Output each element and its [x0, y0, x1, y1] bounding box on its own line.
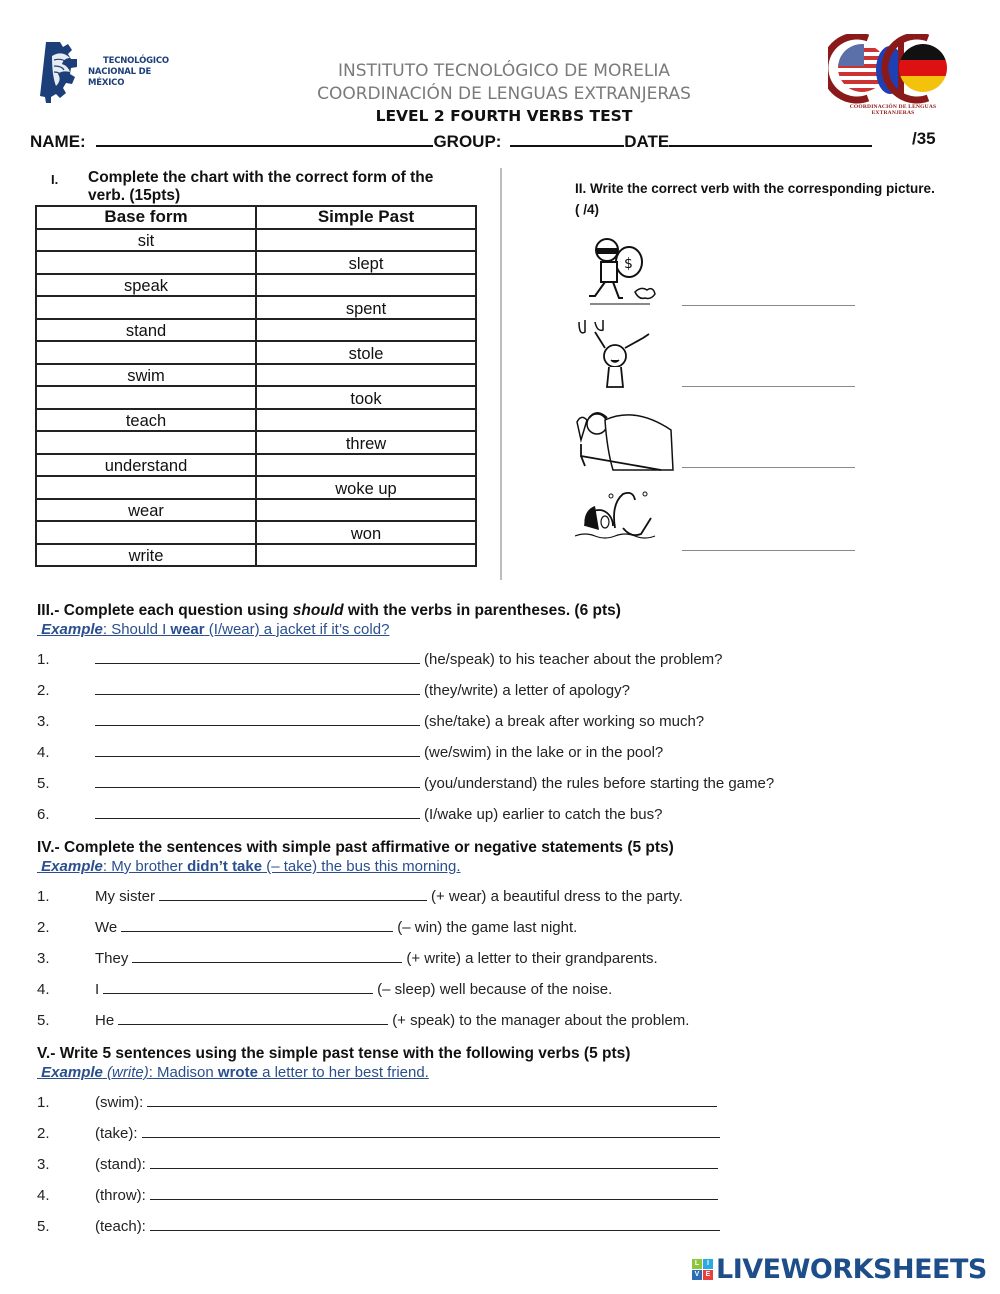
answer-blank[interactable]: [150, 1154, 718, 1169]
column-divider: [500, 168, 502, 580]
group-label: GROUP:: [433, 132, 502, 151]
sentence-item: 3. They (+ write) a letter to their grandparents.: [37, 950, 658, 967]
header-simple-past: Simple Past: [256, 206, 476, 229]
base-form-cell[interactable]: wear: [36, 499, 256, 522]
table-row: [36, 229, 476, 252]
simple-past-cell[interactable]: won: [256, 521, 476, 544]
simple-past-cell[interactable]: woke up: [256, 476, 476, 499]
simple-past-cell[interactable]: spent: [256, 296, 476, 319]
base-form-cell[interactable]: [36, 476, 256, 499]
answer-blank[interactable]: [103, 979, 373, 994]
base-form-cell[interactable]: [36, 341, 256, 364]
table-row: [36, 544, 476, 567]
section2-title: II. Write the correct verb with the corresponding picture. ( /4): [575, 181, 935, 217]
answer-blank[interactable]: [95, 711, 420, 726]
answer-blank[interactable]: [95, 804, 420, 819]
total-score: /35: [912, 129, 936, 148]
section3-example: Example: Should I wear (I/wear) a jacket if it’s cold?: [41, 621, 390, 638]
base-form-cell[interactable]: [36, 521, 256, 544]
section4-title: IV.- Complete the sentences with simple past affirmative or negative statements (5 pts): [37, 839, 674, 856]
sentence-item: 4. (throw):: [37, 1185, 722, 1204]
liveworksheets-logo: [692, 1254, 987, 1284]
answer-blank[interactable]: [95, 742, 420, 757]
section4-example: Example: My brother didn’t take (– take) the bus this morning.: [41, 858, 461, 875]
table-row: [36, 364, 476, 387]
section5-example: Example (write): Madison wrote a letter to her best friend.: [41, 1064, 429, 1081]
name-label: NAME:: [30, 132, 86, 151]
simple-past-cell[interactable]: took: [256, 386, 476, 409]
simple-past-cell[interactable]: threw: [256, 431, 476, 454]
date-label: DATE: [624, 132, 670, 151]
sentence-item: 2. We (– win) the game last night.: [37, 919, 578, 936]
answer-blank[interactable]: [95, 680, 420, 695]
answer-blank[interactable]: [95, 649, 420, 664]
table-row: [36, 521, 476, 544]
coordination-name: COORDINACIÓN DE LENGUAS EXTRANJERAS: [317, 84, 691, 104]
simple-past-cell[interactable]: [256, 409, 476, 432]
live-blocks-icon: L I V E: [692, 1259, 713, 1280]
person-swimming-icon: [575, 482, 675, 558]
question-item: 4. (we/swim) in the lake or in the pool?: [37, 744, 664, 761]
base-form-cell[interactable]: [36, 296, 256, 319]
institute-name: INSTITUTO TECNOLÓGICO DE MORELIA: [337, 61, 671, 81]
base-form-cell[interactable]: sit: [36, 229, 256, 252]
simple-past-cell[interactable]: [256, 499, 476, 522]
table-row: [36, 274, 476, 297]
picture1-answer-line[interactable]: [682, 305, 855, 306]
picture3-answer-line[interactable]: [682, 467, 855, 468]
base-form-cell[interactable]: teach: [36, 409, 256, 432]
table-row: [36, 499, 476, 522]
table-row: [36, 341, 476, 364]
sentence-item: 1. My sister (+ wear) a beautiful dress to the party.: [37, 888, 683, 905]
answer-blank[interactable]: [132, 948, 402, 963]
answer-blank[interactable]: [150, 1216, 720, 1231]
verb-chart-header: [36, 206, 476, 229]
answer-blank[interactable]: [142, 1123, 720, 1138]
table-row: [36, 454, 476, 477]
table-row: [36, 251, 476, 274]
answer-blank[interactable]: [118, 1010, 388, 1025]
table-row: [36, 476, 476, 499]
answer-blank[interactable]: [150, 1185, 718, 1200]
simple-past-cell[interactable]: [256, 364, 476, 387]
simple-past-cell[interactable]: [256, 544, 476, 567]
table-row: [36, 409, 476, 432]
answer-blank[interactable]: [95, 773, 420, 788]
test-title: LEVEL 2 FOURTH VERBS TEST: [375, 107, 633, 125]
sentence-item: 5. (teach):: [37, 1216, 724, 1235]
answer-blank[interactable]: [159, 886, 427, 901]
base-form-cell[interactable]: swim: [36, 364, 256, 387]
base-form-cell[interactable]: [36, 251, 256, 274]
table-row: [36, 296, 476, 319]
sentence-item: 1. (swim):: [37, 1092, 721, 1111]
sentence-item: 3. (stand):: [37, 1154, 722, 1173]
name-field[interactable]: [96, 129, 433, 147]
base-form-cell[interactable]: understand: [36, 454, 256, 477]
table-row: [36, 386, 476, 409]
group-field[interactable]: [510, 129, 624, 147]
answer-blank[interactable]: [147, 1092, 717, 1107]
date-field[interactable]: [669, 129, 872, 147]
man-sleeping-icon: [575, 400, 675, 476]
sentence-item: 5. He (+ speak) to the manager about the problem.: [37, 1012, 690, 1029]
sentence-item: 4. I (– sleep) well because of the noise.: [37, 981, 613, 998]
question-item: 6. (I/wake up) earlier to catch the bus?: [37, 806, 663, 823]
simple-past-cell[interactable]: [256, 274, 476, 297]
tnm-logo-line2: NACIONAL DE MÉXICO: [88, 67, 152, 88]
svg-text:$: $: [624, 256, 633, 272]
simple-past-cell[interactable]: [256, 319, 476, 342]
table-row: [36, 319, 476, 342]
question-item: 1. (he/speak) to his teacher about the problem?: [37, 651, 723, 668]
simple-past-cell[interactable]: stole: [256, 341, 476, 364]
base-form-cell[interactable]: stand: [36, 319, 256, 342]
student-info-row: [30, 129, 872, 152]
section1-number: I.: [51, 172, 59, 187]
header-base-form: Base form: [36, 206, 256, 229]
thief-running-icon: [575, 232, 675, 308]
simple-past-cell[interactable]: slept: [256, 251, 476, 274]
cle-flags-icon: [828, 34, 958, 104]
simple-past-cell[interactable]: [256, 229, 476, 252]
section5-title: V.- Write 5 sentences using the simple past tense with the following verbs (5 pts): [37, 1045, 631, 1062]
picture4-answer-line[interactable]: [682, 550, 855, 551]
person-celebrating-icon: [575, 318, 675, 394]
cle-logo: [828, 34, 958, 114]
question-item: 2. (they/write) a letter of apology?: [37, 682, 630, 699]
section3-title: III.- Complete each question using should with the verbs in parentheses. (6 pts): [37, 602, 621, 619]
cle-caption: COORDINACIÓN DE LENGUAS EXTRANJERAS: [849, 104, 937, 116]
sentence-item: 2. (take):: [37, 1123, 724, 1142]
base-form-cell[interactable]: write: [36, 544, 256, 567]
base-form-cell[interactable]: speak: [36, 274, 256, 297]
simple-past-cell[interactable]: [256, 454, 476, 477]
answer-blank[interactable]: [121, 917, 393, 932]
picture2-answer-line[interactable]: [682, 386, 855, 387]
liveworksheets-wordmark: LIVEWORKSHEETS: [716, 1253, 987, 1285]
question-item: 5. (you/understand) the rules before starting the game?: [37, 775, 775, 792]
table-row: [36, 431, 476, 454]
tnm-logo-line1: TECNOLÓGICO: [103, 56, 169, 66]
verb-chart: [35, 205, 477, 567]
base-form-cell[interactable]: [36, 386, 256, 409]
base-form-cell[interactable]: [36, 431, 256, 454]
section1-title: Complete the chart with the correct form of the verb. (15pts): [88, 169, 434, 204]
question-item: 3. (she/take) a break after working so much?: [37, 713, 705, 730]
